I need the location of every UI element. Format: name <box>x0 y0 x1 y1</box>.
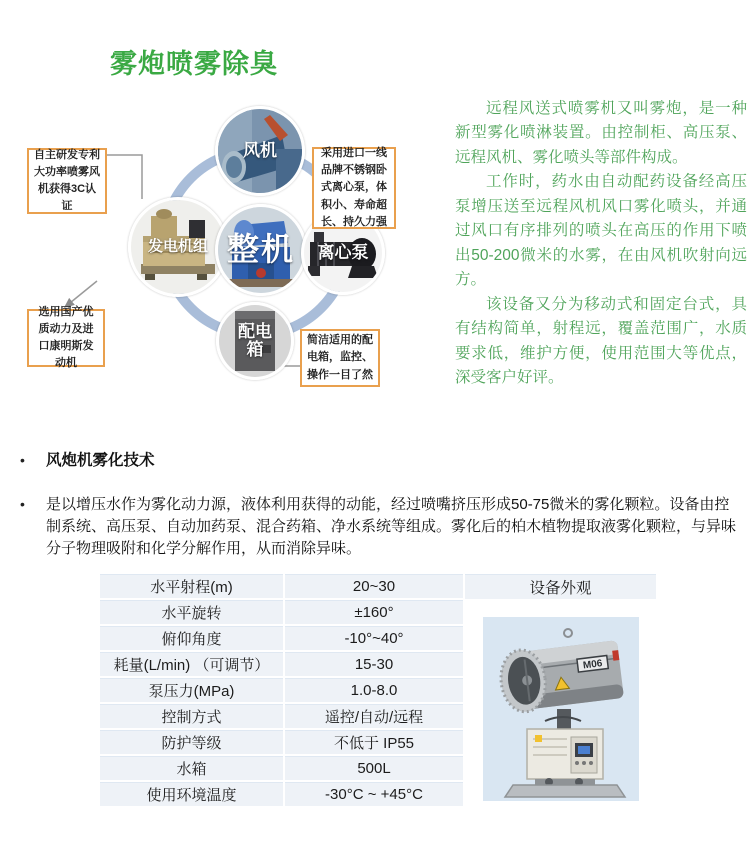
spec-label: 使用环境温度 <box>100 782 283 806</box>
spec-value: 500L <box>285 756 463 780</box>
device-model-label: M06 <box>581 658 603 672</box>
spec-label: 泵压力(MPa) <box>100 678 283 702</box>
spec-label: 耗量(L/min) （可调节） <box>100 652 283 676</box>
fan-callout: 自主研发专利大功率喷雾风机获得3C认证 <box>27 148 107 214</box>
component-diagram <box>15 95 460 405</box>
engine-callout: 选用国产优质动力及进口康明斯发动机 <box>27 309 105 367</box>
table-row <box>100 756 463 780</box>
table-row <box>100 730 463 754</box>
intro-paragraph: 工作时，药水由自动配药设备经高压泵增压送至远程风机风口雾化喷头，并通过风口有序排列的喷头在高压的作用下喷出50-200微米的水雾，在由风机吹射向远方。 <box>455 173 747 289</box>
bullet-heading: 风炮机雾化技术 <box>46 452 155 469</box>
device-photo <box>483 617 639 801</box>
spec-value: 不低于 IP55 <box>285 730 463 754</box>
bullet-body-row <box>20 494 738 559</box>
page-title: 雾炮喷雾除臭 <box>110 49 278 79</box>
spec-label: 水平射程(m) <box>100 574 283 598</box>
spec-value: -10°~40° <box>285 626 463 650</box>
bullet-body: 是以增压水作为雾化动力源，液体利用获得的动能，经过喷嘴挤压形成50-75微米的雾化颗粒。设备由控制系统、高压泵、自动加药泵、混合药箱、净水系统等组成。雾化后的柏木植物提取液雾化颗粒，与异味分子物理吸附和化学分解作用，从而消除异味。 <box>46 496 737 557</box>
spec-value: 遥控/自动/远程 <box>285 704 463 728</box>
intro-text <box>455 97 747 391</box>
pump-callout: 采用进口一线品牌不锈钢卧式离心泵，体积小、寿命超长、持久力强 <box>312 147 396 229</box>
intro-paragraph: 远程风送式喷雾机又叫雾炮，是一种新型雾化喷淋装置。由控制柜、高压泵、远程风机、雾化喷头等部件构成。 <box>455 100 747 166</box>
spec-value: 15-30 <box>285 652 463 676</box>
bullet-section <box>20 450 738 582</box>
spec-table <box>100 574 656 808</box>
bullet-heading-row <box>20 450 738 472</box>
fan-circle <box>215 106 305 196</box>
spec-label: 水箱 <box>100 756 283 780</box>
powerbox-callout: 简洁适用的配电箱，监控、操作一目了然 <box>300 329 380 387</box>
device-appearance-header: 设备外观 <box>465 574 656 599</box>
table-row <box>100 600 463 624</box>
bullet-marker: • <box>20 496 25 513</box>
table-row <box>100 704 463 728</box>
table-row <box>100 574 463 598</box>
device-appearance-column <box>465 574 656 808</box>
intro-paragraph: 该设备又分为移动式和固定台式，具有结构简单，射程远，覆盖范围广，水质要求低，维护方便，使用范围大等优点，深受客户好评。 <box>455 295 747 387</box>
spec-value: ±160° <box>285 600 463 624</box>
fan-label: 风机 <box>243 141 277 161</box>
table-row <box>100 626 463 650</box>
spec-value: 20~30 <box>285 574 463 598</box>
spec-value: 1.0-8.0 <box>285 678 463 702</box>
powerbox-circle <box>216 302 294 380</box>
spec-label: 防护等级 <box>100 730 283 754</box>
table-row <box>100 678 463 702</box>
generator-circle <box>128 197 228 297</box>
bullet-marker: • <box>20 452 25 468</box>
table-row <box>100 782 463 806</box>
generator-label: 发电机组 <box>147 238 208 256</box>
whole-machine-circle <box>215 204 307 296</box>
whole-machine-label: 整机 <box>226 231 295 268</box>
spec-rows <box>100 574 463 808</box>
spec-label: 控制方式 <box>100 704 283 728</box>
spec-label: 水平旋转 <box>100 600 283 624</box>
spec-value: -30°C ~ +45°C <box>285 782 463 806</box>
pump-label: 离心泵 <box>317 243 369 263</box>
spec-label: 俯仰角度 <box>100 626 283 650</box>
powerbox-label: 配电箱 <box>238 322 272 359</box>
table-row <box>100 652 463 676</box>
